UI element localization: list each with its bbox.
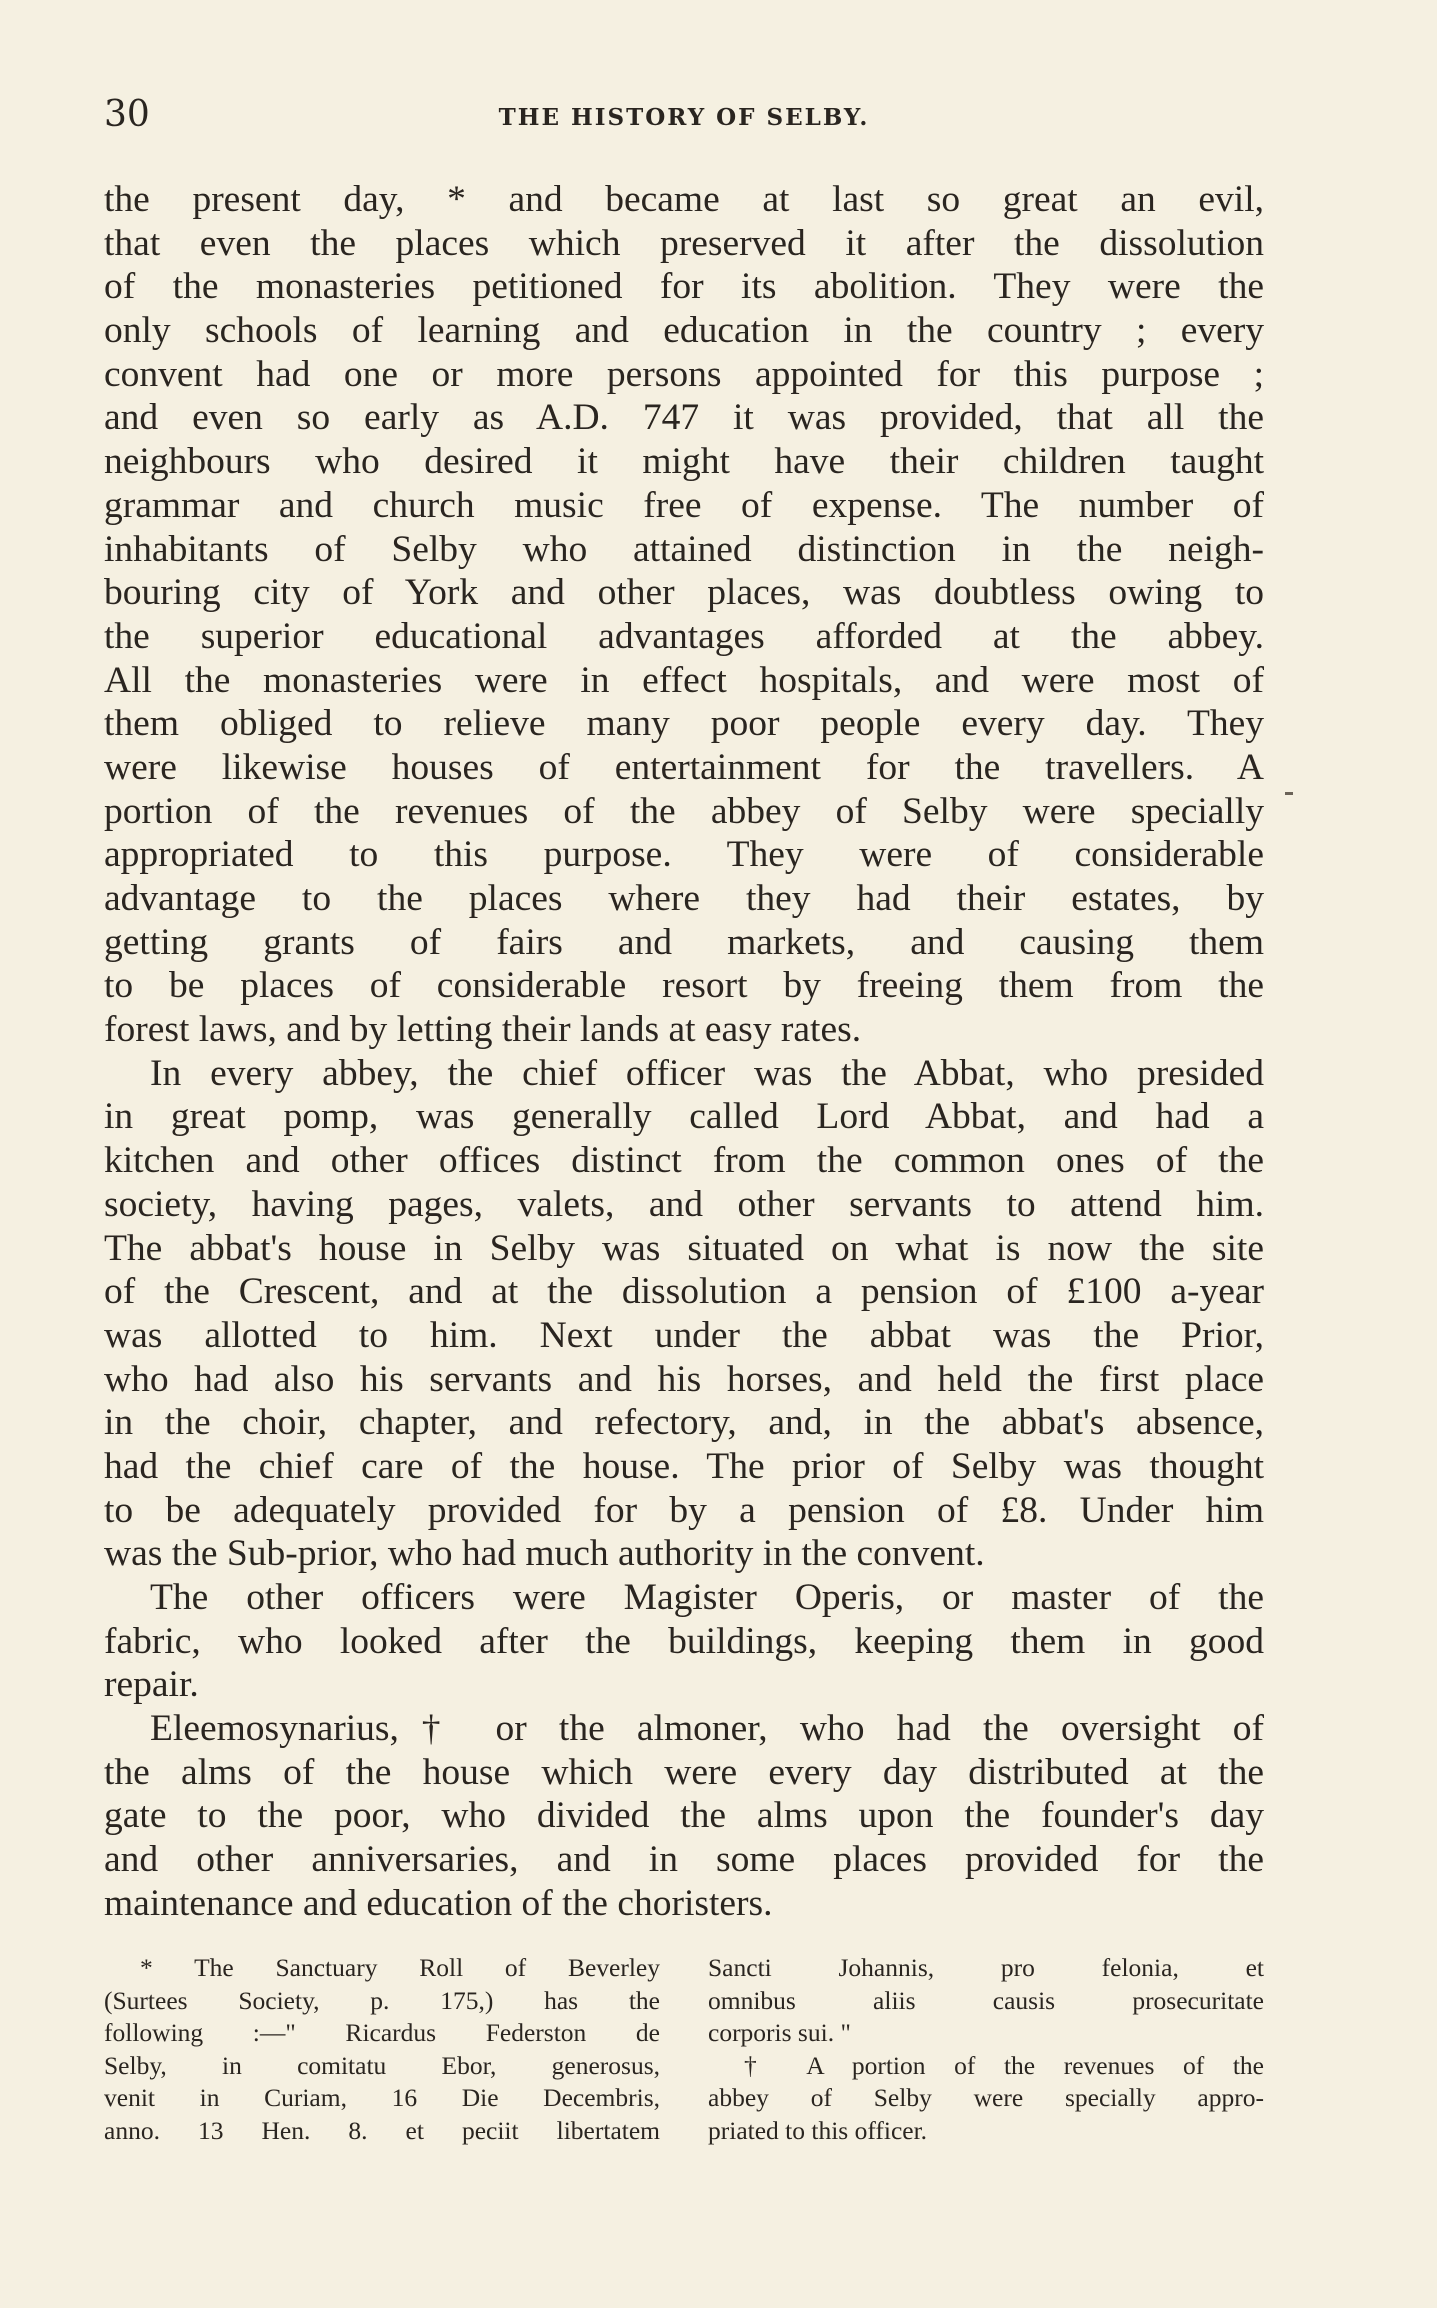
text-line: convent had one or more persons appointed for this purpose ; <box>104 353 1264 395</box>
text-line: fabric, who looked after the buildings, keeping them in good <box>104 1620 1264 1662</box>
footnote-line: Sancti Johannis, pro felonia, et <box>708 1953 1264 1982</box>
text-line: in great pomp, was generally called Lord Abbat, and had a <box>104 1096 1264 1138</box>
text-line: inhabitants of Selby who attained distinction in the neigh- <box>104 528 1264 570</box>
footnotes <box>104 1952 1264 2152</box>
text-line: was allotted to him. Next under the abbat was the Prior, <box>104 1314 1264 1356</box>
text-line: in the choir, chapter, and refectory, and, in the abbat's absence, <box>104 1402 1264 1444</box>
text-line: appropriated to this purpose. They were of considerable <box>104 834 1264 876</box>
text-line: All the monasteries were in effect hospitals, and were most of <box>104 659 1264 701</box>
footnote-line: omnibus aliis causis prosecuritate <box>708 1985 1264 2015</box>
text-line: The other officers were Magister Operis, or master of the <box>150 1577 1264 1618</box>
text-line: had the chief care of the house. The prior of Selby was thought <box>104 1445 1264 1487</box>
text-line: were likewise houses of entertainment for the travellers. A <box>104 746 1264 788</box>
text-line: to be places of considerable resort by freeing them from the <box>104 965 1264 1007</box>
text-line: the superior educational advantages afforded at the abbey. <box>104 615 1264 657</box>
text-line: to be adequately provided for by a pension of £8. Under him <box>104 1489 1264 1531</box>
text-line: society, having pages, valets, and other servants to attend him. <box>104 1183 1264 1225</box>
text-line: gate to the poor, who divided the alms upon the founder's day <box>104 1795 1264 1837</box>
text-line: forest laws, and by letting their lands at easy rates. <box>104 1009 862 1051</box>
text-line: Eleemosynarius,† or the almoner, who had the oversight of <box>150 1708 1264 1750</box>
text-line: only schools of learning and education in the country ; every <box>104 310 1264 352</box>
footnote-line: Selby, in comitatu Ebor, generosus, <box>104 2050 660 2080</box>
text-line: portion of the revenues of the abbey of Selby were specially <box>104 790 1264 832</box>
text-line: who had also his servants and his horses, and held the first place <box>104 1358 1264 1400</box>
footnote-line: following :—" Ricardus Federston de <box>104 2018 660 2047</box>
text-line: getting grants of fairs and markets, and causing them <box>104 921 1264 963</box>
text-line: them obliged to relieve many poor people every day. They <box>104 703 1264 745</box>
text-line: bouring city of York and other places, was doubtless owing to <box>104 572 1264 614</box>
footnote-line: abbey of Selby were specially appro- <box>708 2083 1264 2112</box>
running-head <box>104 94 1264 144</box>
text-line: maintenance and education of the choristers. <box>104 1882 773 1924</box>
text-line: of the monasteries petitioned for its abolition. They were the <box>104 266 1264 308</box>
footnote-column-right <box>708 1952 1264 2147</box>
text-line: the present day, * and became at last so great an evil, <box>104 179 1264 220</box>
footnote-column-left <box>104 1952 660 2147</box>
text-line: kitchen and other offices distinct from the common ones of the <box>104 1140 1264 1182</box>
text-line: the alms of the house which were every day distributed at the <box>104 1751 1264 1793</box>
text-line: of the Crescent, and at the dissolution a pension of £100 a-year <box>104 1271 1264 1313</box>
text-line: advantage to the places where they had their estates, by <box>104 878 1264 919</box>
text-line: was the Sub-prior, who had much authority in the convent. <box>104 1533 985 1575</box>
text-line: neighbours who desired it might have their children taught <box>104 441 1264 483</box>
footnote-line: anno. 13 Hen. 8. et peciit libertatem <box>104 2115 660 2145</box>
text-line: In every abbey, the chief officer was the Abbat, who presided <box>150 1052 1264 1094</box>
footnote-line: venit in Curiam, 16 Die Decembris, <box>104 2083 660 2112</box>
footnote-line: * The Sanctuary Roll of Beverley <box>140 1953 660 1982</box>
text-line: and other anniversaries, and in some places provided for the <box>104 1839 1264 1881</box>
body-text <box>104 178 1264 1926</box>
footnote-line: corporis sui. " <box>708 2018 851 2047</box>
printing-mark <box>1285 792 1293 795</box>
text-line: and even so early as A.D. 747 it was provided, that all the <box>104 397 1264 439</box>
footnote-line: priated to this officer. <box>708 2115 928 2145</box>
page-number: 30 <box>104 94 150 135</box>
text-line: repair. <box>104 1664 199 1706</box>
footnote-line: (Surtees Society, p. 175,) has the <box>104 1985 660 2015</box>
text-line: The abbat's house in Selby was situated on what is now the site <box>104 1227 1264 1269</box>
footnote-line: † A portion of the revenues of the <box>744 2050 1264 2080</box>
running-title: THE HISTORY OF SELBY. <box>498 104 870 131</box>
text-line: grammar and church music free of expense. The number of <box>104 484 1264 526</box>
text-line: that even the places which preserved it after the dissolution <box>104 222 1264 264</box>
